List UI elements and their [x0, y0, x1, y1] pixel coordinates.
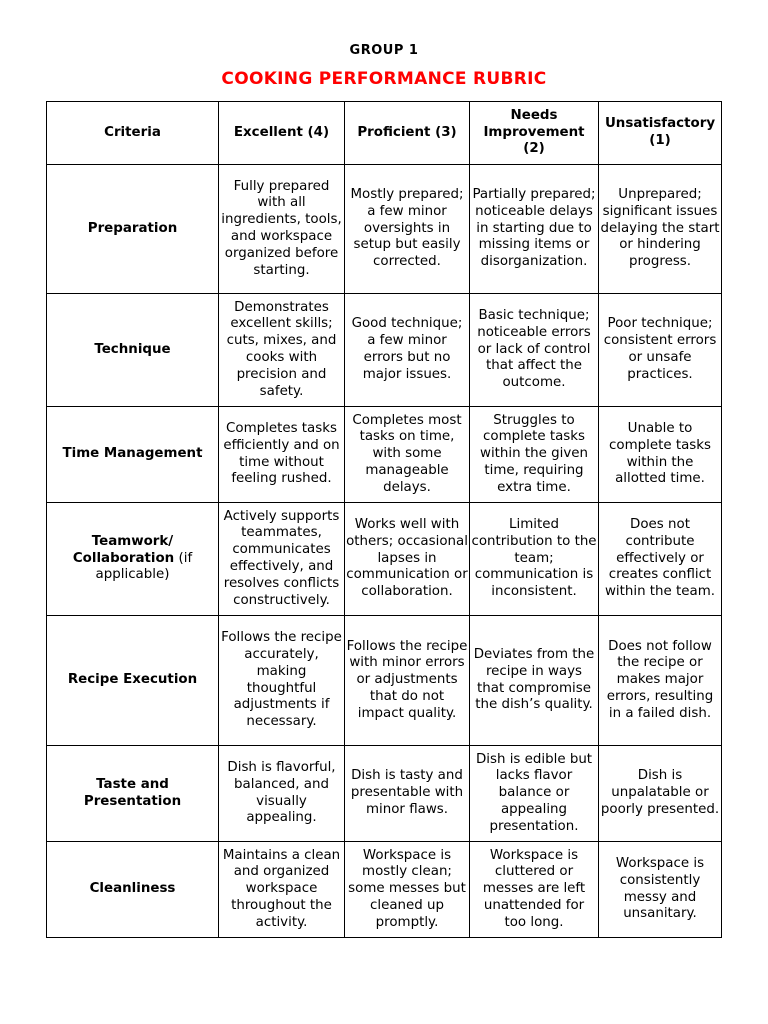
needs-improvement-cell: Struggles to complete tasks within the given time, requiring extra time. [470, 407, 599, 503]
unsatisfactory-cell: Poor technique; consistent errors or unsafe practices. [599, 294, 722, 407]
rubric-table [46, 101, 722, 938]
unsatisfactory-cell: Unable to complete tasks within the allotted time. [599, 407, 722, 503]
unsatisfactory-cell: Does not follow the recipe or makes major errors, resulting in a failed dish. [599, 616, 722, 746]
criterion-cell [47, 842, 219, 938]
table-row [47, 294, 722, 407]
table-row [47, 407, 722, 503]
needs-improvement-cell: Deviates from the recipe in ways that compromise the dish’s quality. [470, 616, 599, 746]
criterion-cell [47, 616, 219, 746]
header-excellent: Excellent (4) [219, 102, 345, 165]
table-row [47, 616, 722, 746]
needs-improvement-cell: Basic technique; noticeable errors or lack of control that affect the outcome. [470, 294, 599, 407]
unsatisfactory-cell: Unprepared; significant issues delaying the start or hindering progress. [599, 165, 722, 294]
excellent-cell: Maintains a clean and organized workspace throughout the activity. [219, 842, 345, 938]
criterion-name: Time Management [62, 446, 203, 462]
header-needs-improvement: Needs Improvement (2) [470, 102, 599, 165]
criterion-name: Preparation [87, 220, 178, 236]
proficient-cell: Dish is tasty and presentable with minor flaws. [345, 746, 470, 842]
document-title: COOKING PERFORMANCE RUBRIC [221, 69, 547, 89]
criterion-cell [47, 294, 219, 407]
table-row [47, 165, 722, 294]
proficient-cell: Good technique; a few minor errors but no major issues. [345, 294, 470, 407]
proficient-cell: Mostly prepared; a few minor oversights in setup but easily corrected. [345, 165, 470, 294]
criterion-name: Teamwork/ Collaboration [72, 533, 175, 566]
needs-improvement-cell: Limited contribution to the team; communication is inconsistent. [470, 503, 599, 616]
proficient-cell: Workspace is mostly clean; some messes but cleaned up promptly. [345, 842, 470, 938]
table-row [47, 842, 722, 938]
header-proficient: Proficient (3) [345, 102, 470, 165]
needs-improvement-cell: Dish is edible but lacks flavor balance or appealing presentation. [470, 746, 599, 842]
excellent-cell: Actively supports teammates, communicates effectively, and resolves conflicts constructively. [219, 503, 345, 616]
unsatisfactory-cell: Does not contribute effectively or creates conflict within the team. [599, 503, 722, 616]
criterion-name: Technique [94, 341, 171, 357]
criterion-name: Recipe Execution [67, 672, 198, 688]
proficient-cell: Completes most tasks on time, with some manageable delays. [345, 407, 470, 503]
excellent-cell: Dish is flavorful, balanced, and visually appealing. [219, 746, 345, 842]
criterion-cell [47, 165, 219, 294]
needs-improvement-cell: Partially prepared; noticeable delays in starting due to missing items or disorganization. [470, 165, 599, 294]
criterion-cell [47, 407, 219, 503]
unsatisfactory-cell: Workspace is consistently messy and unsanitary. [599, 842, 722, 938]
criterion-cell [47, 746, 219, 842]
criterion-name: Taste and Presentation [83, 776, 182, 809]
criterion-name: Cleanliness [89, 881, 176, 897]
excellent-cell: Completes tasks efficiently and on time without feeling rushed. [219, 407, 345, 503]
excellent-cell: Follows the recipe accurately, making thoughtful adjustments if necessary. [219, 616, 345, 746]
excellent-cell: Fully prepared with all ingredients, tools, and workspace organized before starting. [219, 165, 345, 294]
unsatisfactory-cell: Dish is unpalatable or poorly presented. [599, 746, 722, 842]
header-unsatisfactory: Unsatisfactory (1) [599, 102, 722, 165]
needs-improvement-cell: Workspace is cluttered or messes are left unattended for too long. [470, 842, 599, 938]
table-row [47, 746, 722, 842]
criterion-cell [47, 503, 219, 616]
criterion-note: (if applicable) [95, 550, 193, 583]
table-header-row [47, 102, 722, 165]
group-label: GROUP 1 [349, 43, 419, 58]
table-row [47, 503, 722, 616]
header-criteria: Criteria [47, 102, 219, 165]
proficient-cell: Works well with others; occasional lapses in communication or collaboration. [345, 503, 470, 616]
proficient-cell: Follows the recipe with minor errors or adjustments that do not impact quality. [345, 616, 470, 746]
excellent-cell: Demonstrates excellent skills; cuts, mixes, and cooks with precision and safety. [219, 294, 345, 407]
